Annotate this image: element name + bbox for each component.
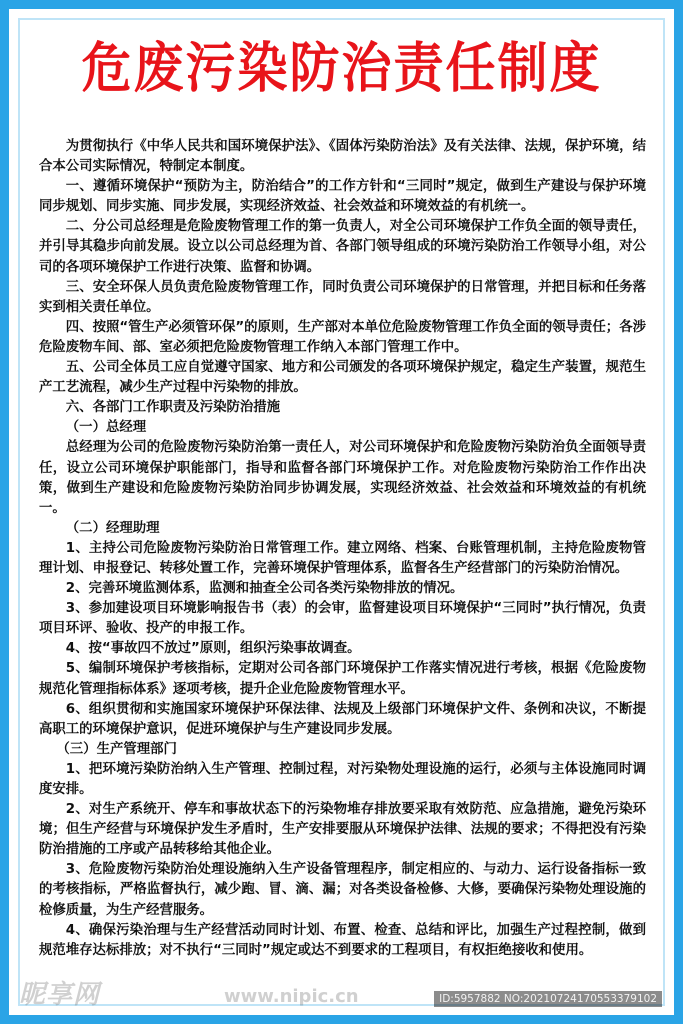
paragraph: 五、公司全体员工应自觉遵守国家、地方和公司颁发的各项环境保护规定，稳定生产装置，规范生产工艺流程，减少生产过程中污染物的排放。 <box>39 360 646 396</box>
paragraph: 6、组织贯彻和实施国家环境保护环保法律、法规及上级部门环境保护文件、条例和决议，不断提高职工的环境保护意识，促进环境保护与生产建设同步发展。 <box>39 701 646 737</box>
paragraph: （三）生产管理部门 <box>56 741 177 757</box>
paragraph: 2、完善环境监测体系，监测和抽查全公司各类污染物排放的情况。 <box>65 581 464 597</box>
paragraph: （一）总经理 <box>65 420 147 436</box>
paragraph: 二、分公司总经理是危险废物管理工作的第一负责人，对全公司环境保护工作负全面的领导责任，并引导其稳步向前发展。设立以公司总经理为首、各部门领导组成的环境污染防治工作领导小组，对公司的各项环境保护工作进行决策、监督和协调。 <box>39 219 646 275</box>
paragraph: 为贯彻执行《中华人民共和国环境保护法》、《固体污染防治法》及有关法律、法规，保护环境，结合本公司实际情况，特制定本制度。 <box>39 139 646 175</box>
paragraph: 3、危险废物污染防治处理设施纳入生产设备管理程序，制定相应的、与动力、运行设备指标一致的考核指标，严格监督执行，减少跑、冒、滴、漏；对各类设备检修、大修，要确保污染物处理设施的检修质量，为生产经营服务。 <box>39 862 646 918</box>
paragraph: 4、按“事故四不放过”原则，组织污染事故调查。 <box>65 641 361 657</box>
paragraph: 4、确保污染治理与生产经营活动同时计划、布置、检查、总结和评比，加强生产过程控制，做到规范堆存达标排放；对不执行“三同时”规定或达不到要求的工程项目，有权拒绝接收和使用。 <box>39 922 646 958</box>
paragraph: 四、按照“管生产必须管环保”的原则，生产部对本单位危险废物管理工作负全面的领导责任；各涉危险废物车间、部、室必须把危险废物管理工作纳入本部门管理工作中。 <box>39 319 646 355</box>
paragraph: 1、把环境污染防治纳入生产管理、控制过程，对污染物处理设施的运行，必须与主体设施同时调度安排。 <box>39 761 646 797</box>
poster-title: 危废污染防治责任制度 <box>81 36 602 100</box>
document-body <box>39 137 646 961</box>
paragraph: 总经理为公司的危险废物污染防治第一责任人，对公司环境保护和危险废物污染防治负全面领导责任，设立公司环境保护职能部门，指导和监督各部门环境保护工作。对危险废物污染防治工作作出决策，做到生产建设和危险废物污染防治同步协调发展，实现经济效益、社会效益和环境效益的有机统一。 <box>39 440 646 516</box>
watermark-url: www.nipic.cn <box>224 986 359 1007</box>
paragraph: 三、安全环保人员负责危险废物管理工作，同时负责公司环境保护的日常管理，并把目标和任务落实到相关责任单位。 <box>39 279 646 315</box>
watermark-id: ID:5957882 NO:20210724170553379102 <box>434 991 662 1007</box>
paragraph: 1、主持公司危险废物污染防治日常管理工作。建立网络、档案、台账管理机制，主持危险废物管理计划、申报登记、转移处置工作，完善环境保护管理体系，监督各生产经营部门的污染防治情况。 <box>39 540 646 576</box>
paragraph: 六、各部门工作职责及污染防治措施 <box>65 400 281 416</box>
paragraph: （二）经理助理 <box>65 520 160 536</box>
watermark-logo: 昵享网 <box>19 980 101 1010</box>
paragraph: 5、编制环境保护考核指标，定期对公司各部门环境保护工作落实情况进行考核，根据《危险废物规范化管理指标体系》逐项考核，提升企业危险废物管理水平。 <box>39 661 646 697</box>
paragraph: 2、对生产系统开、停车和事故状态下的污染物堆存排放要采取有效防范、应急措施，避免污染环境；但生产经营与环境保护发生矛盾时，生产安排要服从环境保护法律、法规的要求；不得把没有污染防治措施的工序或产品转移给其他企业。 <box>39 802 646 858</box>
paragraph: 一、遵循环境保护“预防为主，防治结合”的工作方针和“三同时”规定，做到生产建设与保护环境同步规划、同步实施、同步发展，实现经济效益、社会效益和环境效益的有机统一。 <box>39 179 646 215</box>
paragraph: 3、参加建设项目环境影响报告书（表）的会审，监督建设项目环境保护“三同时”执行情况，负责项目环评、验收、投产的申报工作。 <box>39 601 646 637</box>
